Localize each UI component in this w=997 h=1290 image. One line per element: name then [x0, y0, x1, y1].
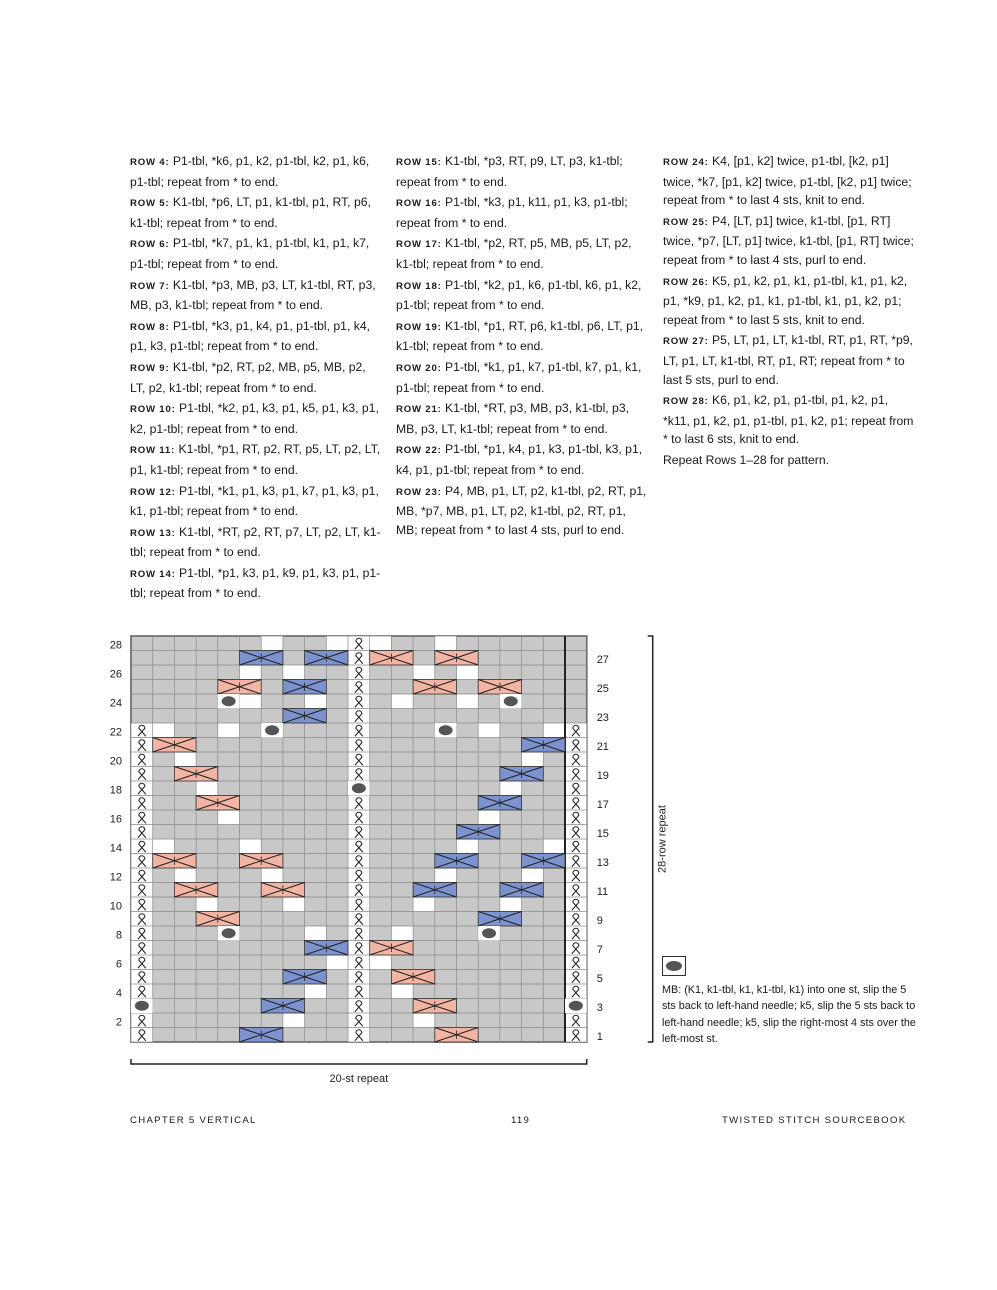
row-label: ROW 28:	[663, 396, 709, 408]
knit-cell	[305, 926, 327, 941]
row-text: K1-tbl, *p6, LT, p1, k1-tbl, p1, RT, p6, k1-tbl; repeat from * to end.	[130, 195, 371, 230]
row-number-right: 15	[596, 828, 609, 840]
knit-cell	[500, 781, 522, 796]
row-label: ROW 21:	[396, 404, 442, 416]
row-text: P1-tbl, *k6, p1, k2, p1-tbl, k2, p1, k6, p1-tbl; repeat from * to end.	[130, 154, 370, 189]
row-number-left: 24	[109, 697, 122, 710]
row-text: K1-tbl, *p1, RT, p2, RT, p5, LT, p2, LT, p1, k1-tbl; repeat from * to end.	[130, 442, 381, 477]
footer-chapter: CHAPTER 5 VERTICAL	[130, 1115, 257, 1126]
row-label: ROW 15:	[396, 157, 442, 168]
row-text: P1-tbl, *k3, p1, k11, p1, k3, p1-tbl; repeat from * to end.	[396, 195, 628, 230]
legend-mb-text: MB: (K1, k1-tbl, k1, k1-tbl, k1) into one st, slip the 5 sts back to left-hand needle; k5, slip the 5 sts back to left-hand needle; k5, slip the right-most 4 sts over the left-most st.	[662, 984, 916, 1045]
row-number-right: 7	[596, 944, 603, 956]
row-text: K6, p1, k2, p1, p1-tbl, p1, k2, p1, *k11, p1, k2, p1, p1-tbl, p1, k2, p1; repeat from * to last 6 sts, knit to end.	[663, 393, 914, 447]
row-repeat-bracket	[648, 636, 653, 1042]
stitch-repeat-bracket	[131, 1059, 587, 1064]
row-text: K1-tbl, *RT, p2, RT, p7, LT, p2, LT, k1-tbl; repeat from * to end.	[130, 524, 381, 560]
row-label: ROW 14:	[130, 568, 176, 580]
row-number-left: 20	[109, 755, 122, 768]
row-instruction	[396, 482, 648, 540]
row-label: ROW 23:	[396, 486, 442, 498]
row-instruction	[663, 391, 915, 449]
row-instruction	[396, 234, 648, 273]
knit-cell	[305, 984, 327, 999]
knit-cell	[413, 897, 435, 912]
row-repeat-label: 28-row repeat	[656, 805, 669, 873]
row-label: ROW 19:	[396, 321, 442, 333]
knit-cell	[240, 665, 262, 680]
row-text: K4, [p1, k2] twice, p1-tbl, [k2, p1] twice, *k7, [p1, k2] twice, p1-tbl, [k2, p1] twice; repeat from * to last 4 sts, knit to end.	[663, 154, 912, 208]
bobble-icon	[135, 1001, 149, 1011]
row-label: ROW 18:	[396, 280, 442, 292]
knit-cell	[218, 810, 240, 825]
knit-cell	[174, 868, 196, 883]
row-number-right: 23	[596, 712, 609, 724]
knit-cell	[543, 723, 565, 738]
bobble-icon	[439, 725, 453, 735]
bobble-icon	[482, 928, 496, 938]
bobble-icon	[265, 725, 279, 735]
row-label: ROW 8:	[130, 321, 170, 333]
knit-cell	[305, 694, 327, 709]
knit-cell	[370, 955, 392, 970]
knit-cell	[283, 665, 305, 680]
knit-cell	[457, 694, 479, 709]
row-number-right: 27	[596, 654, 609, 666]
row-label: ROW 5:	[130, 198, 170, 210]
row-instruction	[130, 399, 382, 438]
row-instruction	[663, 451, 915, 470]
row-label: ROW 16:	[396, 198, 442, 210]
knit-cell	[391, 984, 413, 999]
knit-cell	[391, 926, 413, 941]
knit-cell	[240, 694, 262, 709]
row-text: P1-tbl, *k1, p1, k3, p1, k7, p1, k3, p1, k1, p1-tbl; repeat from * to end.	[130, 483, 379, 519]
row-label: ROW 6:	[130, 239, 170, 251]
knit-cell	[153, 723, 175, 738]
row-instruction	[663, 212, 915, 270]
row-text: P1-tbl, *p1, k4, p1, k3, p1-tbl, k3, p1, k4, p1, p1-tbl; repeat from * to end.	[396, 442, 643, 477]
row-instruction	[663, 152, 915, 210]
knit-cell	[370, 636, 392, 651]
row-number-left: 18	[109, 784, 122, 797]
row-instruction	[130, 152, 382, 191]
row-number-right: 19	[596, 770, 609, 782]
row-text: P1-tbl, *k2, p1, k3, p1, k5, p1, k3, p1, k2, p1-tbl; repeat from * to end.	[130, 401, 379, 436]
knit-cell	[261, 636, 283, 651]
row-label: ROW 7:	[130, 280, 170, 292]
row-instruction	[396, 317, 648, 356]
row-number-left: 10	[109, 900, 122, 913]
row-label: ROW 17:	[396, 239, 442, 251]
row-instruction	[130, 358, 382, 397]
knit-cell	[413, 665, 435, 680]
row-number-right: 17	[596, 799, 609, 811]
row-instruction	[130, 482, 382, 521]
row-instruction	[130, 523, 382, 562]
knit-cell	[435, 868, 457, 883]
row-number-right: 25	[596, 683, 609, 695]
row-label: ROW 12:	[130, 486, 176, 498]
page-number: 119	[511, 1115, 531, 1126]
row-instruction	[130, 440, 382, 479]
knit-cell	[413, 1013, 435, 1028]
bobble-icon	[569, 1001, 583, 1011]
row-text: Repeat Rows 1–28 for pattern.	[663, 452, 829, 467]
bobble-icon	[504, 696, 518, 706]
row-number-left: 4	[115, 987, 122, 1000]
row-text: P1-tbl, *p1, k3, p1, k9, p1, k3, p1, p1-tbl; repeat from * to end.	[130, 565, 381, 601]
knit-cell	[457, 839, 479, 854]
instructions-column-3	[663, 152, 915, 472]
row-label: ROW 24:	[663, 157, 709, 168]
row-number-left: 2	[115, 1016, 122, 1029]
row-number-left: 16	[109, 813, 122, 826]
row-instruction	[130, 276, 382, 315]
row-instruction	[663, 272, 915, 330]
row-label: ROW 26:	[663, 276, 709, 288]
row-instruction	[663, 331, 915, 389]
row-instruction	[396, 193, 648, 232]
row-text: P1-tbl, *k7, p1, k1, p1-tbl, k1, p1, k7, p1-tbl; repeat from * to end.	[130, 236, 370, 271]
row-label: ROW 27:	[663, 336, 709, 348]
row-text: K1-tbl, *p2, RT, p5, MB, p5, LT, p2, k1-tbl; repeat from * to end.	[396, 236, 632, 271]
row-number-right: 9	[596, 915, 603, 927]
knit-cell	[174, 752, 196, 767]
row-number-left: 12	[109, 871, 122, 884]
row-label: ROW 25:	[663, 216, 709, 228]
knit-cell	[500, 897, 522, 912]
row-label: ROW 9:	[130, 362, 170, 374]
row-text: P1-tbl, *k2, p1, k6, p1-tbl, k6, p1, k2, p1-tbl; repeat from * to end.	[396, 277, 642, 313]
knit-cell	[478, 810, 500, 825]
row-number-right: 11	[596, 886, 609, 898]
row-instruction	[396, 440, 648, 479]
row-instruction	[130, 564, 382, 603]
row-label: ROW 11:	[130, 445, 176, 457]
row-label: ROW 4:	[130, 157, 170, 168]
knit-cell	[153, 839, 175, 854]
row-text: P1-tbl, *k1, p1, k7, p1-tbl, k7, p1, k1, p1-tbl; repeat from * to end.	[396, 359, 642, 395]
row-number-right: 21	[596, 741, 609, 753]
row-text: P4, MB, p1, LT, p2, k1-tbl, p2, RT, p1, MB, *p7, MB, p1, LT, p2, k1-tbl, p2, RT, p1, MB; repeat from * to last 4 sts, purl to end.	[396, 483, 647, 537]
row-number-left: 14	[109, 842, 122, 855]
row-label: ROW 13:	[130, 527, 176, 539]
bobble-icon	[222, 696, 236, 706]
row-text: K1-tbl, *p3, MB, p3, LT, k1-tbl, RT, p3, MB, p3, k1-tbl; repeat from * to end.	[130, 277, 376, 313]
row-label: ROW 10:	[130, 404, 176, 416]
row-label: ROW 22:	[396, 445, 442, 457]
instructions-column-2	[396, 152, 648, 541]
row-instruction	[130, 234, 382, 273]
knit-cell	[196, 897, 218, 912]
footer-book-title: TWISTED STITCH SOURCEBOOK	[722, 1115, 907, 1126]
knitting-chart	[100, 628, 669, 1088]
row-text: P5, LT, p1, LT, k1-tbl, RT, p1, RT, *p9, LT, p1, LT, k1-tbl, RT, p1, RT; repeat from * to last 5 sts, purl to end.	[663, 333, 913, 387]
stitch-repeat-label: 20-st repeat	[329, 1073, 389, 1085]
row-text: K1-tbl, *RT, p3, MB, p3, k1-tbl, p3, MB, p3, LT, k1-tbl; repeat from * to end.	[396, 401, 629, 436]
knit-cell	[391, 694, 413, 709]
knit-cell	[240, 839, 262, 854]
row-instruction	[130, 317, 382, 356]
knit-cell	[522, 868, 544, 883]
knit-cell	[283, 897, 305, 912]
instructions-column-1	[130, 152, 382, 605]
bobble-icon	[222, 928, 236, 938]
row-number-right: 1	[596, 1031, 603, 1043]
row-label: ROW 20:	[396, 362, 442, 374]
knit-cell	[457, 665, 479, 680]
bobble-icon	[662, 956, 686, 976]
knit-cell	[326, 636, 348, 651]
row-instruction	[396, 276, 648, 315]
row-number-left: 26	[109, 668, 122, 681]
row-text: K1-tbl, *p2, RT, p2, MB, p5, MB, p2, LT, p2, k1-tbl; repeat from * to end.	[130, 359, 366, 395]
row-number-right: 5	[596, 973, 603, 985]
row-instruction	[130, 193, 382, 232]
row-instruction	[396, 358, 648, 397]
row-number-right: 13	[596, 857, 609, 869]
row-number-left: 6	[115, 958, 122, 971]
knit-cell	[196, 781, 218, 796]
knit-cell	[435, 636, 457, 651]
row-number-right: 3	[596, 1002, 603, 1014]
row-text: P1-tbl, *k3, p1, k4, p1, p1-tbl, p1, k4, p1, k3, p1-tbl; repeat from * to end.	[130, 318, 370, 354]
row-text: K1-tbl, *p1, RT, p6, k1-tbl, p6, LT, p1, k1-tbl; repeat from * to end.	[396, 318, 644, 354]
row-number-left: 22	[109, 726, 122, 739]
knit-cell	[326, 955, 348, 970]
row-text: P4, [LT, p1] twice, k1-tbl, [p1, RT] twice, *p7, [LT, p1] twice, k1-tbl, [p1, RT] twice; repeat from * to last 4 sts, purl to end.	[663, 213, 914, 267]
knit-cell	[218, 723, 240, 738]
knit-cell	[543, 839, 565, 854]
knit-cell	[261, 868, 283, 883]
row-text: K5, p1, k2, p1, k1, p1-tbl, k1, p1, k2, p1, *k9, p1, k2, p1, k1, p1-tbl, k1, p1, k2, p1; repeat from * to last 5 sts, knit to end.	[663, 273, 908, 327]
knit-cell	[522, 752, 544, 767]
row-instruction	[396, 152, 648, 191]
knit-cell	[478, 723, 500, 738]
row-number-left: 8	[115, 929, 122, 942]
knit-cell	[283, 1013, 305, 1028]
row-text: K1-tbl, *p3, RT, p9, LT, p3, k1-tbl; repeat from * to end.	[396, 154, 623, 189]
row-instruction	[396, 399, 648, 438]
row-number-left: 28	[109, 639, 122, 652]
bobble-icon	[352, 783, 366, 793]
